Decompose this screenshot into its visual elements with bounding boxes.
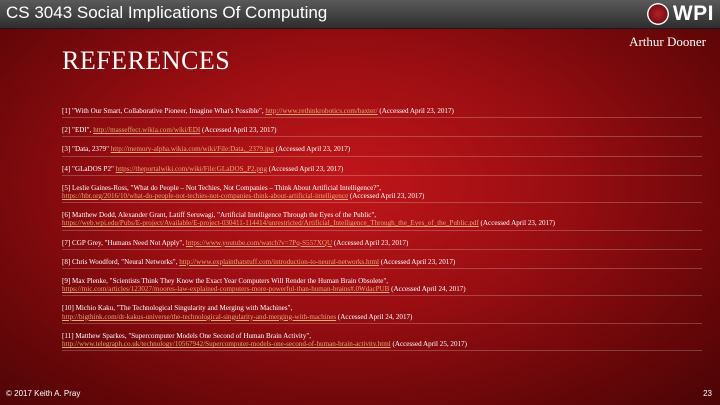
reference-accessed-date: (Accessed April 23, 2017) [200,126,277,135]
reference-accessed-date: (Accessed April 24, 2017) [336,312,413,321]
wpi-logo [647,2,714,26]
wpi-logo-text: WPI [672,2,714,25]
reference-link[interactable]: http://www.explainthatstuff.com/introduction-to-neural-networks.html [179,257,379,266]
reference-link[interactable]: https://hbr.org/2016/10/what-do-people-not-techies-not-companies-think-about-artificial-intelligence [62,192,349,201]
reference-link[interactable]: http://www.rethinkrobotics.com/baxter/ [265,107,378,115]
reference-link[interactable]: http://masseffect.wikia.com/wiki/EDI [93,126,201,135]
reference-accessed-date: (Accessed April 23, 2017) [478,219,556,228]
reference-item [62,107,702,118]
reference-accessed-date: (Accessed April 24, 2017) [389,285,466,294]
reference-link[interactable]: https://theportalwiki.com/wiki/File:GLaDOS_P2.png [115,164,267,173]
reference-text: [6] Matthew Dodd, Alexander Grant, Latiff Seruwagi, "Artificial Intelligence Through the Eyes of the Public", [62,211,377,220]
reference-accessed-date: (Accessed April 23, 2017) [377,107,454,115]
page-number: 23 [703,389,712,398]
reference-item [62,277,702,296]
reference-item [62,258,702,269]
reference-text: [3] "Data, 2379" [62,145,111,154]
reference-item [62,184,702,203]
reference-item [62,239,702,250]
reference-text: [10] Michio Kaku, "The Technological Singularity and Merging with Machines", [62,304,293,313]
copyright-footer: © 2017 Keith A. Pray [6,389,81,398]
reference-text: [8] Chris Woodford, "Neural Networks", [62,257,180,266]
reference-accessed-date: (Accessed April 23, 2017) [273,145,351,154]
reference-link[interactable]: http://bigthink.com/dr-kakus-universe/the-technological-singularity-and-merging-with-machines [62,312,337,321]
reference-item [62,304,702,323]
reference-text: [2] "EDI", [62,126,94,135]
reference-link[interactable]: http://memory-alpha.wikia.com/wiki/File:Data,_2379.jpg [110,145,274,154]
reference-text: [4] "GLaDOS P2" [62,164,116,173]
reference-text: [1] "With Our Smart, Collaborative Pioneer, Imagine What's Possible", [62,107,266,115]
slide-title: REFERENCES [62,46,231,75]
reference-item [62,211,702,230]
reference-accessed-date: (Accessed April 23, 2017) [267,164,344,173]
reference-link[interactable]: http://www.telegraph.co.uk/technology/10567942/Supercomputer-models-one-second-of-human-brain-activity.html [62,340,391,349]
reference-link[interactable]: https://mic.com/articles/123027/moores-law-explained-computers-more-powerful-than-human-brains#.0WdacPUB [62,285,390,294]
reference-text: [11] Matthew Sparkes, "Supercomputer Models One Second of Human Brain Activity", [62,331,312,340]
reference-link[interactable]: https://web.wpi.edu/Pubs/E-project/Available/E-project-030411-114414/unrestricted/Artificial_Intelligence_Through_the_Eyes_of_the_Public.pdf [62,219,479,228]
reference-accessed-date: (Accessed April 23, 2017) [332,238,409,247]
course-title: CS 3043 Social Implications Of Computing [6,3,328,22]
reference-item [62,165,702,176]
reference-accessed-date: (Accessed April 23, 2017) [348,192,425,201]
reference-text: [5] Leslie Gaines-Ross, "What do People – Not Techies, Not Companies – Think About Artificial Intelligence?", [62,183,382,192]
reference-item [62,145,702,156]
author-name: Arthur Dooner [629,34,706,49]
reference-text: [7] CGP Grey, "Humans Need Not Apply", [62,238,186,247]
title-bar [0,0,720,29]
reference-link[interactable]: https://www.youtube.com/watch?v=7Pq-S557XQU [185,238,333,247]
reference-item [62,332,702,351]
reference-item [62,126,702,137]
reference-accessed-date: (Accessed April 25, 2017) [390,340,467,349]
reference-text: [9] Max Plenke, "Scientists Think They Know the Exact Year Computers Will Render the Human Brain Obsolete", [62,277,389,286]
wpi-seal-icon [647,3,669,25]
reference-list [62,107,702,359]
reference-accessed-date: (Accessed April 23, 2017) [378,257,456,266]
